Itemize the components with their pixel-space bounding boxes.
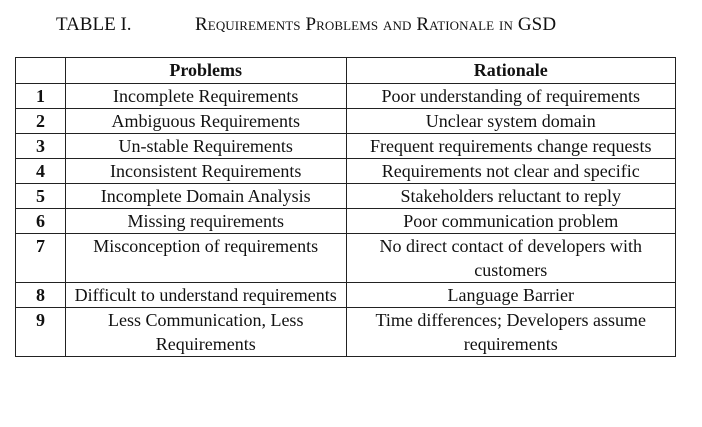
table-label: TABLE I. [56,14,132,35]
row-rationale: No direct contact of developers with customers [346,234,675,283]
table-row [16,308,676,357]
header-row [16,58,676,84]
row-problem: Misconception of requirements [65,234,346,283]
header-number [16,58,66,84]
table-row [16,209,676,234]
row-problem: Incomplete Domain Analysis [65,184,346,209]
row-problem: Un-stable Requirements [65,134,346,159]
row-rationale: Stakeholders reluctant to reply [346,184,675,209]
row-problem: Incomplete Requirements [65,84,346,109]
row-number: 5 [16,184,66,209]
header-rationale: Rationale [346,58,675,84]
row-number: 2 [16,109,66,134]
table-row [16,283,676,308]
requirements-table [15,57,676,357]
row-number: 3 [16,134,66,159]
table-row [16,184,676,209]
row-rationale: Unclear system domain [346,109,675,134]
row-number: 9 [16,308,66,357]
table-row [16,234,676,283]
row-rationale: Poor understanding of requirements [346,84,675,109]
table-row [16,84,676,109]
row-number: 7 [16,234,66,283]
row-rationale: Language Barrier [346,283,675,308]
row-number: 1 [16,84,66,109]
row-rationale: Time differences; Developers assume requirements [346,308,675,357]
table-title: Requirements Problems and Rationale in GSD [195,14,557,35]
row-number: 6 [16,209,66,234]
row-rationale: Requirements not clear and specific [346,159,675,184]
table-row [16,109,676,134]
row-problem: Missing requirements [65,209,346,234]
table-caption [56,14,556,36]
row-problem: Inconsistent Requirements [65,159,346,184]
header-problems: Problems [65,58,346,84]
row-number: 8 [16,283,66,308]
row-rationale: Poor communication problem [346,209,675,234]
row-problem: Ambiguous Requirements [65,109,346,134]
table-row [16,134,676,159]
row-number: 4 [16,159,66,184]
table-row [16,159,676,184]
row-rationale: Frequent requirements change requests [346,134,675,159]
row-problem: Difficult to understand requirements [65,283,346,308]
row-problem: Less Communication, Less Requirements [65,308,346,357]
